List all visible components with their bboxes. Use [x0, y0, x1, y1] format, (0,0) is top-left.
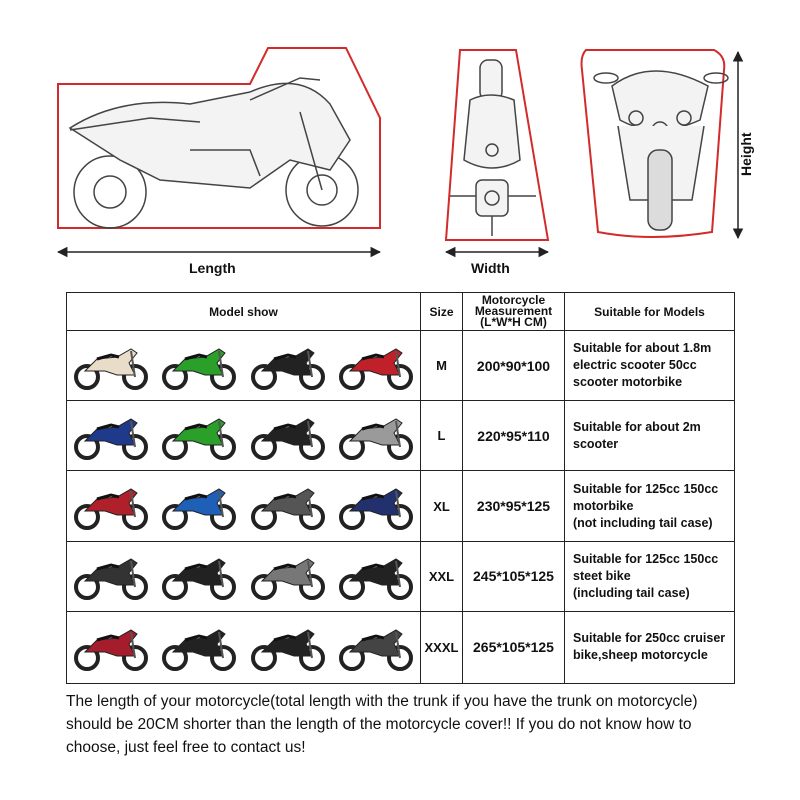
header-suitable-for-models: Suitable for Models: [565, 293, 735, 331]
model-show-cell: [67, 331, 421, 401]
cruiser-icon: [248, 551, 328, 601]
suitable-line: steet bike: [573, 568, 631, 583]
suitable-models-cell: [565, 611, 735, 683]
adventure-bike-icon: [336, 481, 416, 531]
maxi-scooter-icon: [71, 411, 151, 461]
header-measurement-line1: Motorcycle: [481, 293, 546, 308]
size-cell: XXL: [421, 541, 463, 611]
suitable-line: Suitable for 125cc 150cc: [573, 481, 719, 496]
scooter-icon: [71, 341, 151, 391]
table-row: [67, 471, 735, 541]
cruiser-icon: [248, 622, 328, 672]
suitable-line: (not including tail case): [573, 515, 713, 530]
sizing-note: The length of your motorcycle(total length with the trunk if you have the trunk on motorcycle) should be 20CM shorter than the length of the motorcycle cover!! If you do not know how to choose, just feel free to contact us!: [66, 693, 698, 756]
model-show-cell: [67, 471, 421, 541]
adventure-bike-icon: [71, 481, 151, 531]
suitable-models-cell: [565, 541, 735, 611]
cruiser-icon: [336, 551, 416, 601]
suitable-models-cell: [565, 331, 735, 401]
suitable-models-cell: [565, 471, 735, 541]
sport-bike-icon: [159, 481, 239, 531]
size-cell: XL: [421, 471, 463, 541]
touring-bike-icon: [336, 622, 416, 672]
maxi-scooter-icon: [336, 411, 416, 461]
header-model-show: Model show: [67, 293, 421, 331]
cover-dimension-diagram: [0, 0, 800, 290]
model-show-cell: [67, 541, 421, 611]
size-cell: L: [421, 401, 463, 471]
size-chart-table: [66, 292, 735, 684]
suitable-models-cell: [565, 401, 735, 471]
suitable-line: motorbike: [573, 498, 634, 513]
width-label: Width: [471, 260, 510, 276]
header-measurement-line2: Measurement: [474, 304, 553, 319]
table-row: [67, 541, 735, 611]
dirt-bike-icon: [159, 411, 239, 461]
suitable-line: Suitable for 250cc cruiser: [573, 631, 726, 646]
header-size: Size: [421, 293, 463, 331]
measurement-cell: 200*90*100: [463, 331, 565, 401]
suitable-line: bike,sheep motorcycle: [573, 648, 708, 663]
header-measurement-line3: (L*W*H CM): [480, 315, 547, 330]
measurement-cell: 220*95*110: [463, 401, 565, 471]
table-row: [67, 331, 735, 401]
suitable-line: electric scooter 50cc: [573, 358, 697, 373]
height-label: Height: [738, 132, 754, 176]
length-label: Length: [189, 260, 236, 276]
suitable-line: (including tail case): [573, 585, 690, 600]
header-measurement: [463, 293, 565, 331]
suitable-line: scooter: [573, 436, 619, 451]
size-cell: M: [421, 331, 463, 401]
table-header-row: [67, 293, 735, 331]
adventure-bike-icon: [248, 481, 328, 531]
suitable-line: Suitable for 125cc 150cc: [573, 551, 719, 566]
touring-bike-icon: [71, 551, 151, 601]
measurement-cell: 265*105*125: [463, 611, 565, 683]
measurement-cell: 245*105*125: [463, 541, 565, 611]
size-cell: XXXL: [421, 611, 463, 683]
suitable-line: scooter motorbike: [573, 375, 683, 390]
scooter-icon: [248, 341, 328, 391]
scooter-icon: [336, 341, 416, 391]
touring-bike-icon: [159, 622, 239, 672]
table-row: [67, 401, 735, 471]
measurement-cell: 230*95*125: [463, 471, 565, 541]
table-row: [67, 611, 735, 683]
sport-bike-icon: [248, 411, 328, 461]
touring-bike-icon: [159, 551, 239, 601]
dirt-bike-icon: [159, 341, 239, 391]
touring-bike-icon: [71, 622, 151, 672]
model-show-cell: [67, 611, 421, 683]
suitable-line: Suitable for about 1.8m: [573, 341, 712, 356]
model-show-cell: [67, 401, 421, 471]
suitable-line: Suitable for about 2m: [573, 419, 701, 434]
